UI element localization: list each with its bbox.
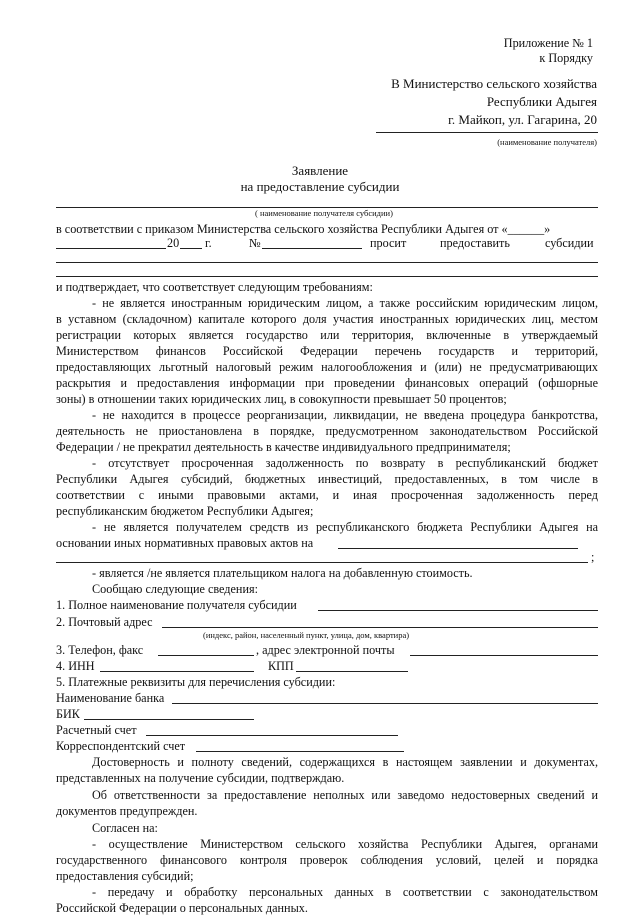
field-account-label: Расчетный счет <box>56 723 137 737</box>
field-email-label: , адрес электронной почты <box>256 643 395 657</box>
agree-label: Согласен на: <box>92 821 158 835</box>
field-postal-line[interactable] <box>162 627 598 628</box>
field-kpp-label: КПП <box>268 659 294 673</box>
req1-line: регистрации которых является государство или территория, включенные в утверждаемый <box>56 328 598 342</box>
field-bank-name-label: Наименование банка <box>56 691 165 705</box>
req1-line: раскрытия и предоставления информации при проведении финансовых операций (офшорные <box>56 376 598 390</box>
req4-line: основании иных нормативных правовых актов на <box>56 536 314 550</box>
applicant-caption: ( наименование получателя субсидии) <box>255 208 393 218</box>
field-bik-label: БИК <box>56 707 80 721</box>
req3-line: республиканским бюджетом Республики Адыгея; <box>56 504 314 518</box>
other-acts-line <box>338 548 578 549</box>
subsidy-purpose-line-2 <box>56 276 598 277</box>
field-bik-line[interactable] <box>84 719 254 720</box>
info-intro: Сообщаю следующие сведения: <box>92 582 258 596</box>
vat-status: - является /не является плательщиком налога на добавленную стоимость. <box>92 566 473 580</box>
field-bank-name-line[interactable] <box>172 703 598 704</box>
field-phone-label: 3. Телефон, факс <box>56 643 144 657</box>
addressee-line-1: В Министерство сельского хозяйства <box>391 76 597 91</box>
field-full-name-line[interactable] <box>318 610 598 611</box>
field-corr-account-line[interactable] <box>196 751 404 752</box>
req1-line: в уставном (складочном) капитале которого доля участия иностранных юридических лиц, местом <box>56 312 598 326</box>
field-inn-label: 4. ИНН <box>56 659 95 673</box>
agree-line: государственного финансового контроля проверок соблюдения условий, целей и порядка <box>56 853 598 867</box>
closing-line: документов предупрежден. <box>56 804 198 818</box>
addressee-line-3: г. Майкоп, ул. Гагарина, 20 <box>448 112 597 127</box>
req1-line: зоны) в отношении таких юридических лиц, в совокупности превышает 50 процентов; <box>56 392 507 406</box>
closing-line: представленных на получение субсидии, подтверждаю. <box>56 771 345 785</box>
req3-line: соответствии с иными правовыми актами, и иная просроченная задолженность перед <box>56 488 598 502</box>
field-corr-account-label: Корреспондентский счет <box>56 739 186 753</box>
field-kpp-line[interactable] <box>296 671 408 672</box>
req2-line: Федерации / не прекратил деятельность в качестве индивидуального предпринимателя; <box>56 440 511 454</box>
intro-word-subsidy: субсидии <box>545 236 594 250</box>
field-postal-label: 2. Почтовый адрес <box>56 615 153 629</box>
req3-line: Республики Адыгея субсидий, бюджетных инвестиций, предоставленных, в том числе в <box>56 472 598 486</box>
order-number-line <box>262 248 362 249</box>
agree-line: предоставления субсидий; <box>56 869 194 883</box>
order-year: 20 <box>167 236 180 250</box>
other-acts-line-2 <box>56 562 588 563</box>
req2-line: деятельность не приостановлена в порядке, предусмотренном законодательством Российской <box>56 424 598 438</box>
doc-title: Заявление <box>291 163 349 178</box>
closing-line: Об ответственности за предоставление неполных или заведомо недостоверных сведений и <box>92 788 598 802</box>
req1-line: предоставляющих льготный налоговый режим налогообложения и (или) не предусматривающих <box>56 360 598 374</box>
addressee-line-2: Республики Адыгея <box>486 94 597 109</box>
order-year-line <box>180 248 202 249</box>
confirm-requirements: и подтверждает, что соответствует следующим требованиям: <box>56 280 373 294</box>
req1-line: - не является иностранным юридическим лицом, а также российским юридическим лицом, <box>92 296 598 310</box>
field-inn-line[interactable] <box>100 671 254 672</box>
field-email-line[interactable] <box>410 655 598 656</box>
bank-requisites-label: 5. Платежные реквизиты для перечисления субсидии: <box>56 675 336 689</box>
field-full-name-label: 1. Полное наименование получателя субсидии <box>56 598 297 612</box>
recipient-name-line <box>376 132 598 133</box>
req2-line: - не находится в процессе реорганизации, ликвидации, не введена процедура банкротства, <box>92 408 598 422</box>
doc-subtitle: на предоставление субсидии <box>240 179 400 194</box>
subsidy-purpose-line-1 <box>56 262 598 263</box>
order-number-sign: № <box>249 236 261 250</box>
closing-line: Достоверность и полноту сведений, содержащихся в настоящем заявлении и документах, <box>92 755 598 769</box>
appendix-label: Приложение № 1 <box>503 36 593 50</box>
field-account-line[interactable] <box>146 735 398 736</box>
intro-line-1: в соответствии с приказом Министерства сельского хозяйства Республики Адыгея от «______» <box>56 222 551 236</box>
agree-line: - осуществление Министерством сельского хозяйства Республики Адыгея, органами <box>92 837 598 851</box>
req1-line: Министерством финансов Российской Федерации перечень государств и территорий, <box>56 344 598 358</box>
field-phone-line[interactable] <box>158 655 254 656</box>
order-year-suffix: г. <box>205 236 212 250</box>
req4-line: - не является получателем средств из республиканского бюджета Республики Адыгея на <box>92 520 598 534</box>
postal-caption: (индекс, район, населенный пункт, улица, дом, квартира) <box>203 630 410 640</box>
appendix-to-label: к Порядку <box>539 51 593 65</box>
order-date-line <box>56 248 166 249</box>
semicolon: ; <box>591 550 595 564</box>
req3-line: - отсутствует просроченная задолженность по возврату в республиканский бюджет <box>92 456 598 470</box>
agree-line: Российской Федерации о персональных данных. <box>56 901 308 915</box>
agree-line: - передачу и обработку персональных данных в соответствии с законодательством <box>92 885 598 899</box>
intro-word-asks: просит <box>370 236 407 250</box>
recipient-caption: (наименование получателя) <box>497 137 597 147</box>
intro-word-provide: предоставить <box>440 236 510 250</box>
